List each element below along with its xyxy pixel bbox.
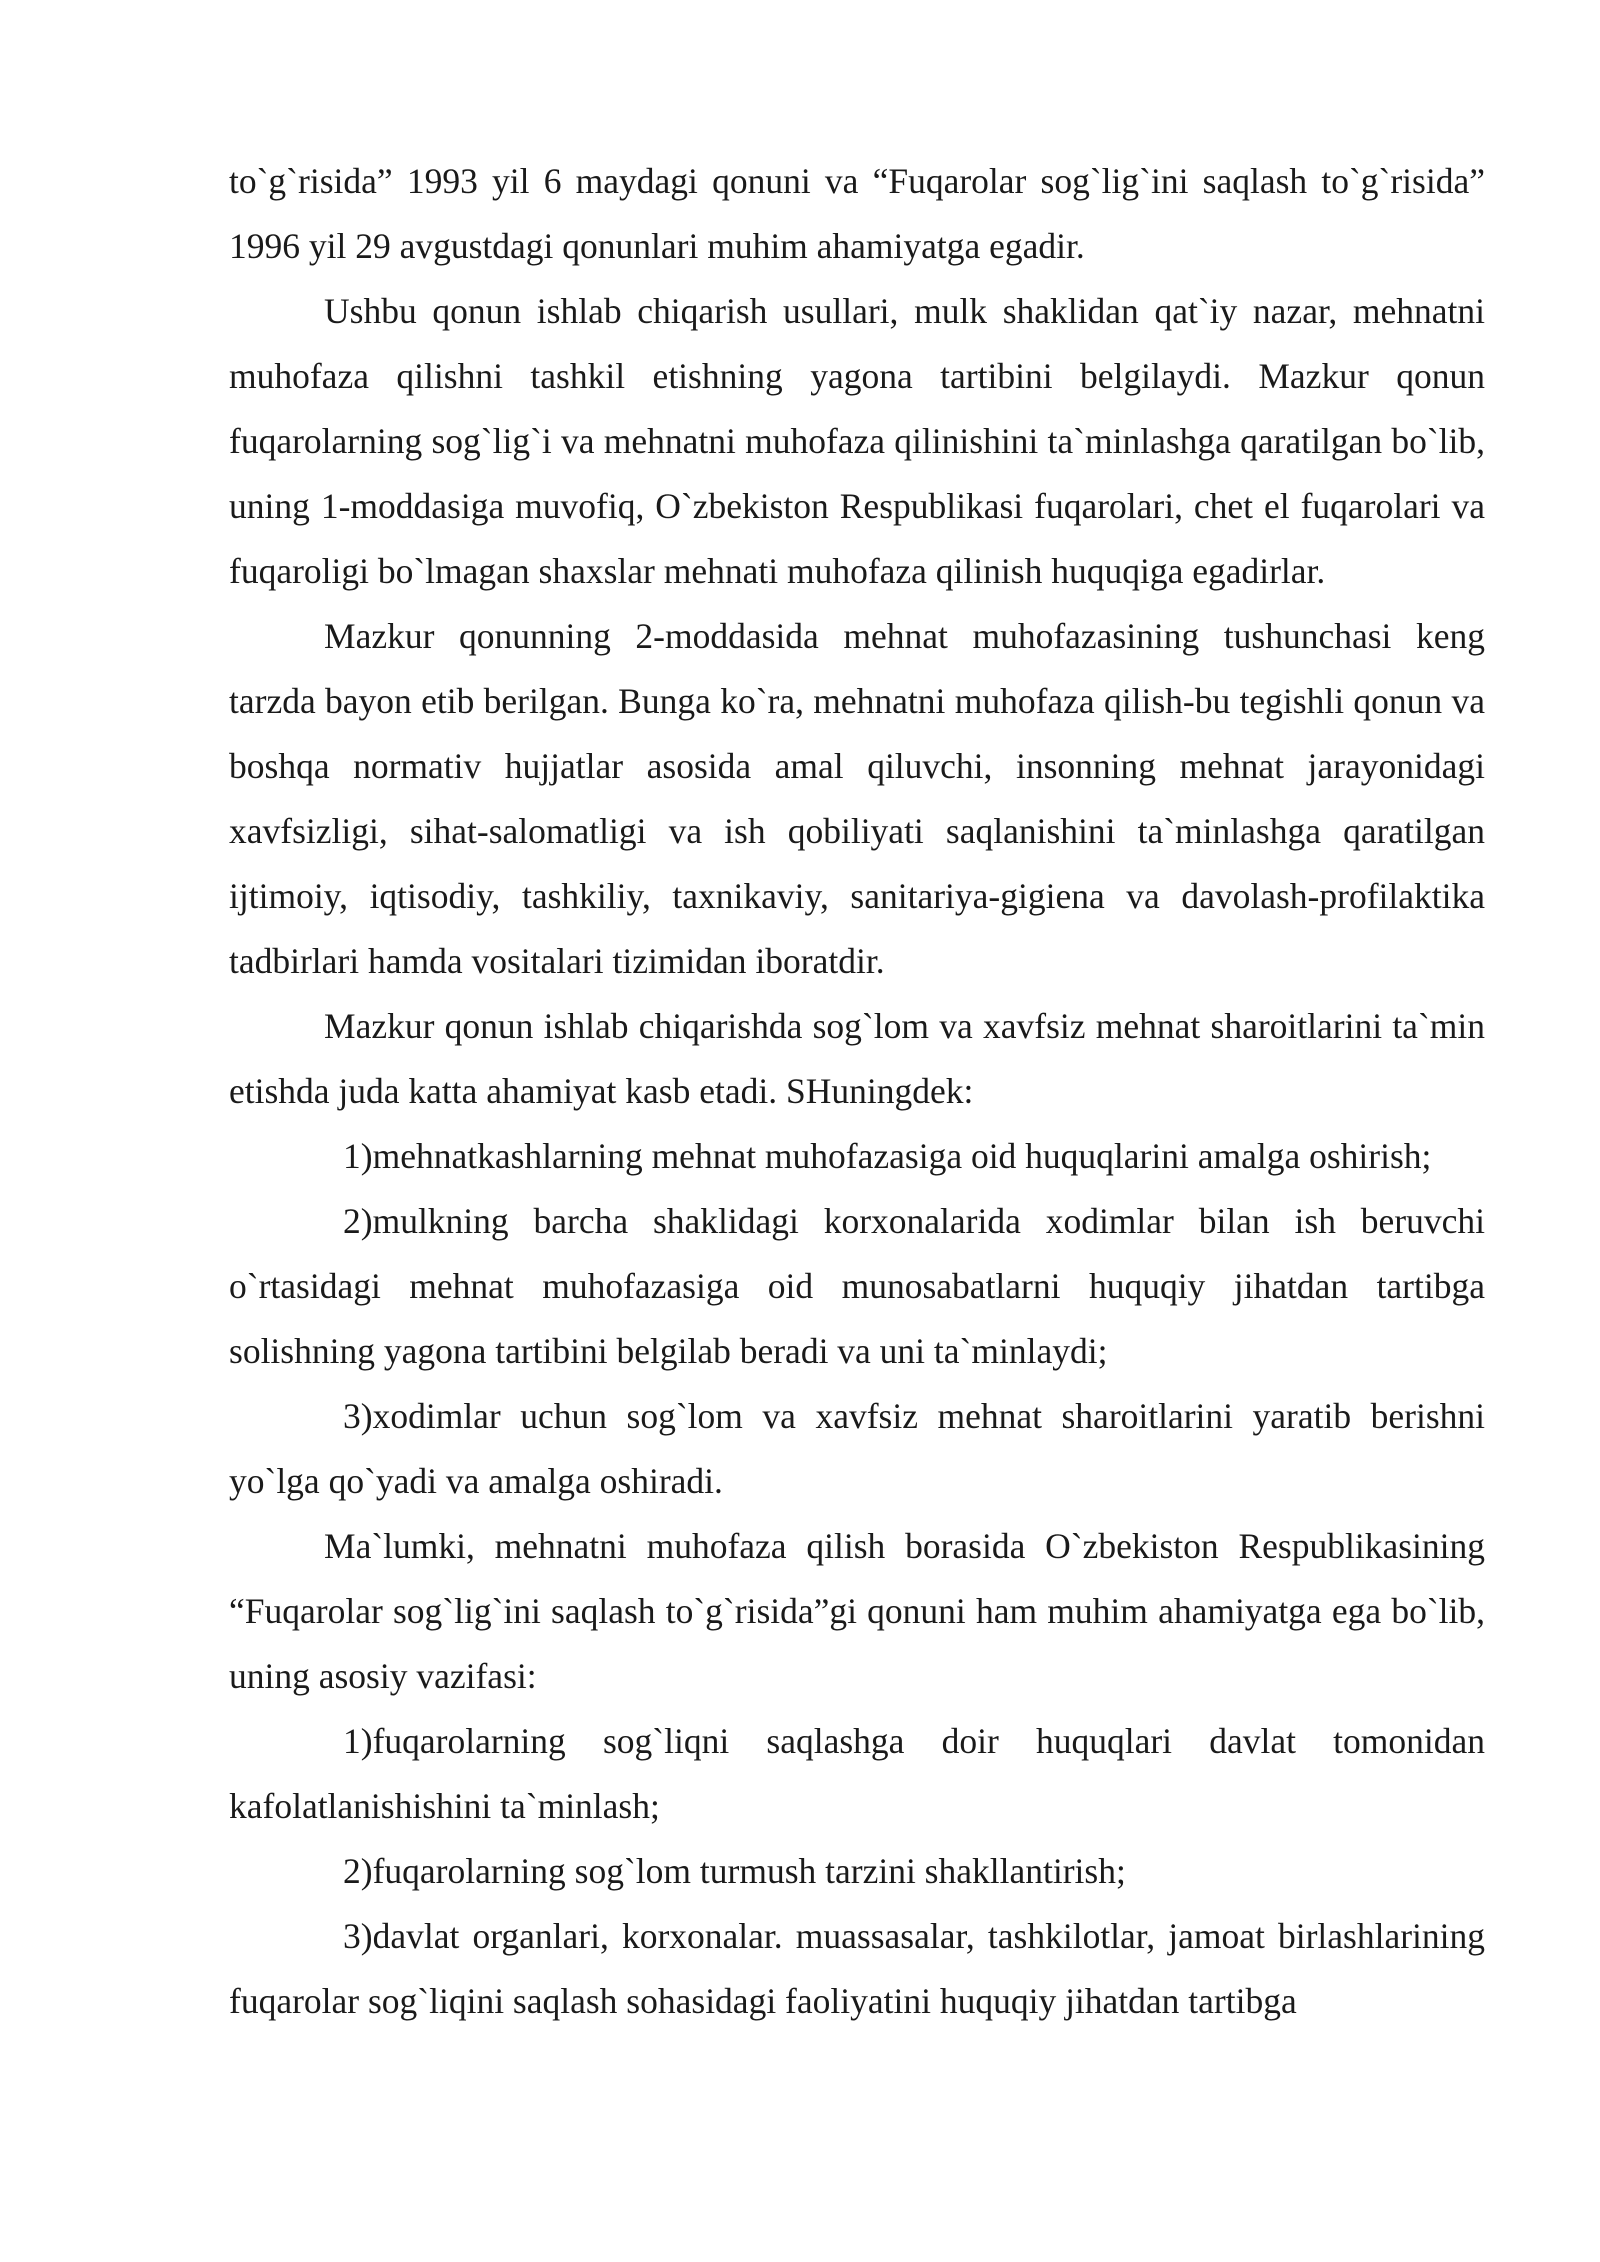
list-number: 3)	[343, 1396, 373, 1436]
list-item	[229, 1384, 1485, 1514]
list-item	[229, 1839, 1485, 1904]
list-number: 1)	[343, 1721, 373, 1761]
list-item	[229, 1709, 1485, 1839]
list-item	[229, 1124, 1485, 1189]
list-item	[229, 1189, 1485, 1384]
list-item-text: mulkning barcha shaklidagi korxonalarida xodimlar bilan ish beruvchi o`rtasidagi mehnat muhofazasiga oid munosabatlarni huquqiy jihatdan tartibga solishning yagona tartibini belgilab beradi va uni ta`minlaydi;	[229, 1201, 1485, 1371]
paragraph: Mazkur qonun ishlab chiqarishda sog`lom va xavfsiz mehnat sharoitlarini ta`min etishda juda katta ahamiyat kasb etadi. SHuningdek:	[229, 1006, 1485, 1111]
paragraph: Mazkur qonunning 2-moddasida mehnat muhofazasining tushunchasi keng tarzda bayon etib berilgan. Bunga ko`ra, mehnatni muhofaza qilish-bu tegishli qonun va boshqa normativ hujjatlar asosida amal qiluvchi, insonning mehnat jarayonidagi xavfsizligi, sihat-salomatligi va ish qobiliyati saqlanishini ta`minlashga qaratilgan ijtimoiy, iqtisodiy, tashkiliy, taxnikaviy, sanitariya-gigiena va davolash-profilaktika tadbirlari hamda vositalari tizimidan iboratdir.	[229, 616, 1485, 981]
list-number: 2)	[343, 1851, 373, 1891]
document-body	[229, 149, 1485, 2034]
paragraph: to`g`risida” 1993 yil 6 maydagi qonuni va “Fuqarolar sog`lig`ini saqlash to`g`risida” 1996 yil 29 avgustdagi qonunlari muhim ahamiyatga egadir.	[229, 161, 1485, 266]
list-item-text: mehnatkashlarning mehnat muhofazasiga oid huquqlarini amalga oshirish;	[372, 1136, 1432, 1176]
list-number: 1)	[343, 1136, 373, 1176]
list-item-text: fuqarolarning sog`lom turmush tarzini shakllantirish;	[372, 1851, 1126, 1891]
paragraph: Ma`lumki, mehnatni muhofaza qilish borasida O`zbekiston Respublikasining “Fuqarolar sog`lig`ini saqlash to`g`risida”gi qonuni ham muhim ahamiyatga ega bo`lib, uning asosiy vazifasi:	[229, 1526, 1485, 1696]
list-number: 3)	[343, 1916, 373, 1956]
list-item-text: davlat organlari, korxonalar. muassasalar, tashkilotlar, jamoat birlashlarining fuqarolar sog`liqini saqlash sohasidagi faoliyatini huquqiy jihatdan tartibga	[229, 1916, 1485, 2021]
paragraph: Ushbu qonun ishlab chiqarish usullari, mulk shaklidan qat`iy nazar, mehnatni muhofaza qilishni tashkil etishning yagona tartibini belgilaydi. Mazkur qonun fuqarolarning sog`lig`i va mehnatni muhofaza qilinishini ta`minlashga qaratilgan bo`lib, uning 1-moddasiga muvofiq, O`zbekiston Respublikasi fuqarolari, chet el fuqarolari va fuqaroligi bo`lmagan shaxslar mehnati muhofaza qilinish huquqiga egadirlar.	[229, 291, 1485, 591]
list-number: 2)	[343, 1201, 373, 1241]
list-item-text: xodimlar uchun sog`lom va xavfsiz mehnat sharoitlarini yaratib berishni yo`lga qo`yadi va amalga oshiradi.	[229, 1396, 1485, 1501]
list-item-text: fuqarolarning sog`liqni saqlashga doir huquqlari davlat tomonidan kafolatlanishishini ta`minlash;	[229, 1721, 1485, 1826]
list-item	[229, 1904, 1485, 2034]
